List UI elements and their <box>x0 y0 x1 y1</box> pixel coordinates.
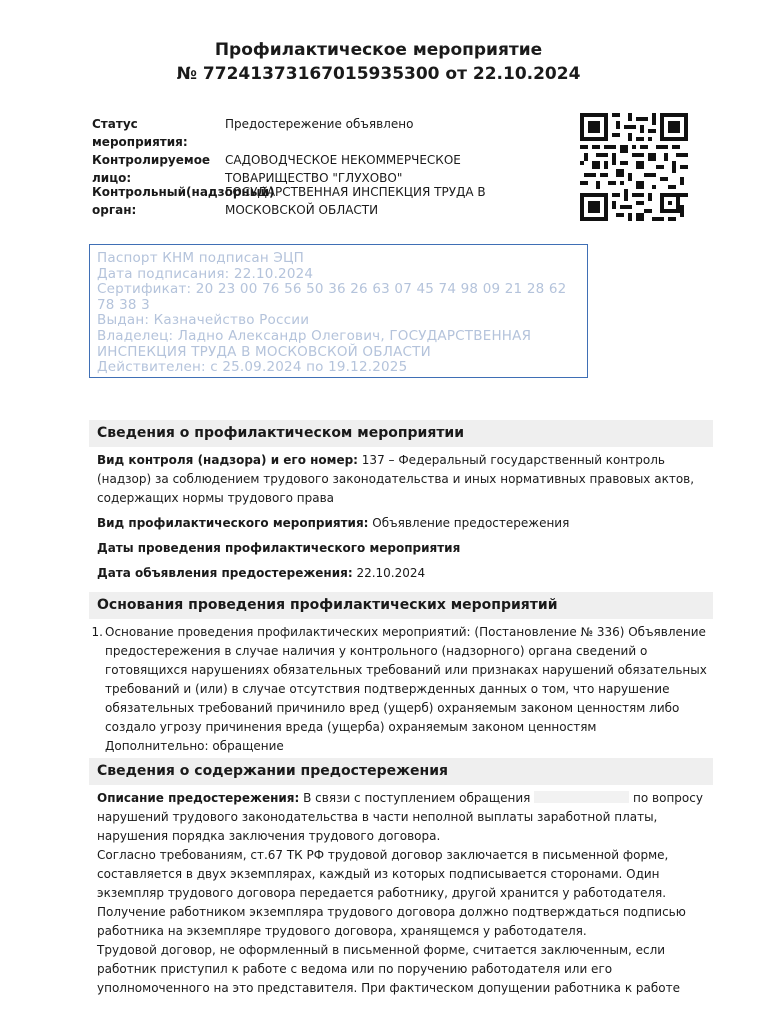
event-type-value: Объявление предостережения <box>368 516 570 530</box>
control-type-label: Вид контроля (надзора) и его номер: <box>97 453 358 467</box>
announce-date-label: Дата объявления предостережения: <box>97 566 353 580</box>
list-item-body <box>105 623 713 756</box>
warning-paragraph: Трудовой договор, не оформленный в письменной форме, считается заключенным, если работник приступил к работе с ведома или по поручению работодателя или его уполномоченного на это представителя. При фактическом допущении работника к работе <box>97 943 680 995</box>
organ-value: ГОСУДАРСТВЕННАЯ ИНСПЕКЦИЯ ТРУДА В МОСКОВСКОЙ ОБЛАСТИ <box>225 185 486 217</box>
event-dates-paragraph <box>89 539 713 558</box>
warning-paragraph: Согласно требованиям, ст.67 ТК РФ трудовой договор заключается в письменной форме, составляется в двух экземплярах, каждый из которых подписывается сторонами. Один экземпляр трудового договора передается работнику, другой хранится у работодателя. Получение работником экземпляра трудового договора должно подтверждаться подписью работника на экземпляре трудового договора, хранящемся у работодателя. <box>97 848 686 938</box>
control-type-paragraph <box>89 451 713 508</box>
signature-validity: Действителен: с 25.09.2024 по 19.12.2025 <box>97 359 408 376</box>
status-row <box>92 115 562 151</box>
list-item-number: 1. <box>91 625 103 639</box>
organ-row <box>92 183 562 219</box>
signature-line: Дата подписания: 22.10.2024 <box>97 265 314 282</box>
section-heading: Сведения о профилактическом мероприятии <box>89 420 713 447</box>
warning-content-section <box>89 758 713 998</box>
event-type-paragraph <box>89 514 713 533</box>
digital-signature-stamp <box>89 244 588 378</box>
person-value: САДОВОДЧЕСКОЕ НЕКОММЕРЧЕСКОЕ ТОВАРИЩЕСТВО "ГЛУХОВО" <box>225 153 461 185</box>
signature-line: Выдан: Казначейство России <box>97 312 310 329</box>
list-item-extra: Дополнительно: обращение <box>105 739 284 753</box>
event-dates-label: Даты проведения профилактического мероприятия <box>97 541 461 555</box>
event-type-label: Вид профилактического мероприятия: <box>97 516 369 530</box>
control-type-value: 137 – Федеральный государственный контроль (надзор) за соблюдением трудового законодательства и иных нормативных правовых актов, содержащих нормы трудового права <box>97 453 695 505</box>
section-heading: Сведения о содержании предостережения <box>89 758 713 785</box>
title-line-1: Профилактическое мероприятие <box>214 40 543 60</box>
signature-owner: Владелец: Ладно Александр Олегович, ГОСУДАРСТВЕННАЯ ИНСПЕКЦИЯ ТРУДА В МОСКОВСКОЙ ОБЛАСТИ <box>97 327 532 360</box>
organ-label: Контрольный(надзорный) орган: <box>92 185 275 217</box>
list-item-text: Основание проведения профилактических мероприятий: (Постановление № 336) Объявление предостережения в случае наличия у контрольного (надзорного) органа сведений о готовящихся нарушениях обязательных требований или признаках нарушений обязательных требований и (или) в случае отсутствия подтвержденных данных о том, что нарушение обязательных требований причинило вред (ущерб) охраняемым законом ценностям либо создало угрозу причинения вреда (ущерба) охраняемым законом ценностям <box>105 625 707 734</box>
status-label: Статус мероприятия: <box>92 117 188 149</box>
signature-line: Паспорт КНМ подписан ЭЦП <box>97 250 305 266</box>
warning-description <box>89 789 713 846</box>
signature-certificate: Сертификат: 20 23 00 76 56 50 36 26 63 07 45 74 98 09 21 28 62 78 38 3 <box>97 281 567 313</box>
warning-description-text: В связи с поступлением обращения <box>299 791 535 805</box>
warning-description-label: Описание предостережения: <box>97 791 300 805</box>
event-meta <box>92 115 562 219</box>
qr-code-icon <box>580 113 688 221</box>
person-label: Контролируемое лицо: <box>92 153 211 185</box>
document-title <box>0 38 757 86</box>
announce-date-value: 22.10.2024 <box>352 566 426 580</box>
title-line-2: № 77241373167015935300 от 22.10.2024 <box>176 64 581 84</box>
event-info-section <box>89 420 713 583</box>
announce-date-paragraph <box>89 564 713 583</box>
grounds-section <box>89 592 713 756</box>
warning-description-text: по вопросу нарушений трудового законодательства в части неполной выплаты заработной платы, нарушения порядка заключения трудового договора. <box>97 791 703 843</box>
person-row <box>92 151 562 183</box>
redacted-text <box>534 791 629 803</box>
section-heading: Основания проведения профилактических мероприятий <box>89 592 713 619</box>
status-value: Предостережение объявлено <box>225 117 414 131</box>
list-item <box>89 623 713 756</box>
